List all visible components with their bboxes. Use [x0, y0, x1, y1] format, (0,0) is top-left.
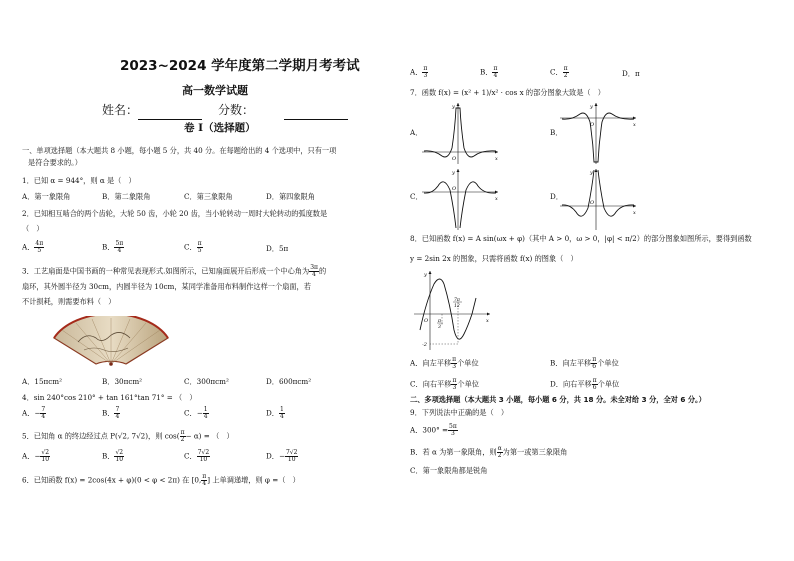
section1-heading-cont: 是符合要求的。） [28, 158, 82, 167]
q2-option-a[interactable]: A． $\frac{4\pi}{5}$ [22, 240, 44, 254]
q6-stem: 6．已知函数 f(x) = 2cos(4x + φ)(0 < φ < 2π) 在 [0, $\frac{\pi}{4}$ ] 上单调递增，则 φ =（ ） [22, 473, 300, 487]
q4-option-b[interactable]: B． $\frac{7}{4}$ [102, 406, 120, 420]
q8-option-b[interactable]: B．向左平移 $\frac{\pi}{6}$ 个单位 [550, 356, 619, 370]
q3-option-a[interactable]: A．15πcm² [22, 377, 62, 386]
q4-option-c[interactable]: C．− $\frac{1}{4}$ [184, 406, 208, 420]
q8-ymin-label: -2 [422, 342, 427, 348]
q5-option-a[interactable]: A．− $\frac{√2}{10}$ [22, 449, 50, 463]
q7-graph-d [558, 166, 640, 232]
q7-graph-c [420, 166, 502, 232]
q1-stem: 1．已知 α = 944°，则 α 是（ ） [22, 176, 136, 185]
q4-option-a[interactable]: A．− $\frac{7}{4}$ [22, 406, 46, 420]
q8-graph-y-label: y [424, 272, 427, 278]
q3-option-d[interactable]: D．600πcm² [266, 377, 312, 386]
svg-text:O: O [452, 186, 457, 192]
q8-tick-7pi12-num: 7π [454, 298, 460, 303]
svg-text:O: O [452, 156, 457, 162]
q9-option-c[interactable]: C．第一象限角都是锐角 [410, 466, 488, 475]
q8-option-d[interactable]: D．向右平移 $\frac{\pi}{6}$ 个单位 [550, 377, 620, 391]
q2-paren: （ ） [22, 224, 44, 233]
q7-option-c-label[interactable]: C． [410, 192, 423, 201]
q3-line2: 扇环，其外圆半径为 30cm，内圆半径为 10cm，某同学准备用布料制作这样一个扇面，若 [22, 282, 311, 291]
q1-option-a[interactable]: A．第一象限角 [22, 192, 71, 201]
q2-stem: 2．已知相互啮合的两个齿轮，大轮 50 齿，小轮 20 齿，当小轮转动一周时大轮转动的弧度数是 [22, 209, 328, 218]
q4-stem: 4．sin 240°cos 210° + tan 161°tan 71° = （ ） [22, 393, 197, 402]
q8-graph [412, 268, 494, 352]
svg-text:O: O [590, 122, 595, 128]
q9-option-a[interactable]: A．300° = $\frac{5\pi}{3}$ [410, 423, 457, 437]
q3-line3: 不计损耗，则需要布料（ ） [22, 297, 116, 306]
q7-graph-a [420, 100, 502, 166]
q1-option-d[interactable]: D．第四象限角 [266, 192, 315, 201]
q8-line2: y = 2sin 2x 的图象，只需将函数 f(x) 的图象（ ） [410, 254, 578, 263]
q8-option-a[interactable]: A．向左平移 $\frac{\pi}{3}$ 个单位 [410, 356, 479, 370]
q4-option-d[interactable]: D． $\frac{1}{4}$ [266, 406, 284, 420]
q7-option-b-label[interactable]: B． [550, 128, 563, 137]
svg-text:O: O [590, 200, 595, 206]
volume-heading: 卷 I（选择题） [184, 122, 256, 134]
q9-option-b[interactable]: B．若 α 为第一象限角，则 $\frac{\alpha}{2}$ 为第一或第三象限角 [410, 445, 568, 459]
svg-text:x: x [495, 156, 498, 162]
q3-option-c[interactable]: C．300πcm² [184, 377, 229, 386]
q7-option-d-label[interactable]: D． [550, 192, 563, 201]
name-label: 姓名： [102, 103, 139, 117]
exam-title: 2023~2024 学年度第二学期月考考试 [120, 58, 360, 74]
svg-text:y: y [452, 104, 455, 110]
q5-option-d[interactable]: D．− $\frac{7√2}{10}$ [266, 449, 298, 463]
q5-option-c[interactable]: C． $\frac{7√2}{10}$ [184, 449, 210, 463]
q5-stem: 5．已知角 α 的终边经过点 P(√2, 7√2)，则 cos( $\frac{\pi}{2}$ − α) = （ ） [22, 429, 234, 443]
folding-fan-illustration [48, 316, 174, 366]
q8-line1: 8．已知函数 f(x) = A sin(ωx + φ)（其中 A > 0，ω > 0，|φ| < π/2）的部分图象如图所示，要得到函数 [410, 234, 752, 243]
q8-graph-origin: O [424, 318, 429, 324]
q6-option-c[interactable]: C． $\frac{\pi}{2}$ [550, 65, 568, 79]
q2-option-c[interactable]: C． $\frac{\pi}{5}$ [184, 240, 202, 254]
section1-heading: 一、单项选择题（本大题共 8 小题，每小题 5 分，共 40 分。在每题给出的 4 个选项中，只有一项 [22, 146, 337, 155]
exam-subtitle: 高一数学试题 [182, 84, 248, 97]
score-blank[interactable] [284, 119, 348, 120]
svg-text:y: y [590, 170, 593, 176]
q8-tick-7pi12-den: 12 [454, 304, 460, 309]
q8-tick-pi3-num: π [438, 319, 441, 324]
q5-option-b[interactable]: B． $\frac{√2}{10}$ [102, 449, 124, 463]
q7-option-a-label[interactable]: A． [410, 128, 423, 137]
name-blank[interactable] [138, 119, 202, 120]
q2-option-d[interactable]: D．5π [266, 244, 289, 253]
q3-line1: 3．工艺扇面是中国书画的一种常见表现形式.如图所示，已知扇面展开后形成一个中心角为 $\frac{3\pi}{4}$ 的 [22, 264, 327, 278]
section2-heading: 二、多项选择题（本大题共 3 小题，每小题 6 分，共 18 分。未全对给 3 分，全对 6 分。） [410, 395, 706, 404]
q7-graph-b [558, 100, 640, 166]
q7-stem: 7．函数 f(x) = (x² + 1)/x² · cos x 的部分图象大致是（ ） [410, 88, 605, 97]
q8-tick-pi3-den: 3 [438, 325, 441, 330]
q8-graph-x-label: x [486, 318, 489, 324]
q9-stem: 9．下列说法中正确的是（ ） [410, 408, 509, 417]
q8-option-c[interactable]: C．向右平移 $\frac{\pi}{3}$ 个单位 [410, 377, 479, 391]
svg-text:x: x [495, 196, 498, 202]
svg-text:x: x [633, 122, 636, 128]
q6-option-a[interactable]: A． $\frac{\pi}{3}$ [410, 65, 428, 79]
q3-option-b[interactable]: B．30πcm² [102, 377, 143, 386]
q6-option-b[interactable]: B． $\frac{\pi}{4}$ [480, 65, 498, 79]
svg-text:x: x [633, 210, 636, 216]
q1-option-b[interactable]: B．第二象限角 [102, 192, 151, 201]
q2-option-b[interactable]: B． $\frac{5\pi}{4}$ [102, 240, 124, 254]
q1-option-c[interactable]: C．第三象限角 [184, 192, 233, 201]
svg-text:y: y [590, 104, 593, 110]
svg-text:y: y [452, 170, 455, 176]
score-label: 分数： [218, 103, 255, 117]
q6-option-d[interactable]: D．π [622, 69, 640, 78]
